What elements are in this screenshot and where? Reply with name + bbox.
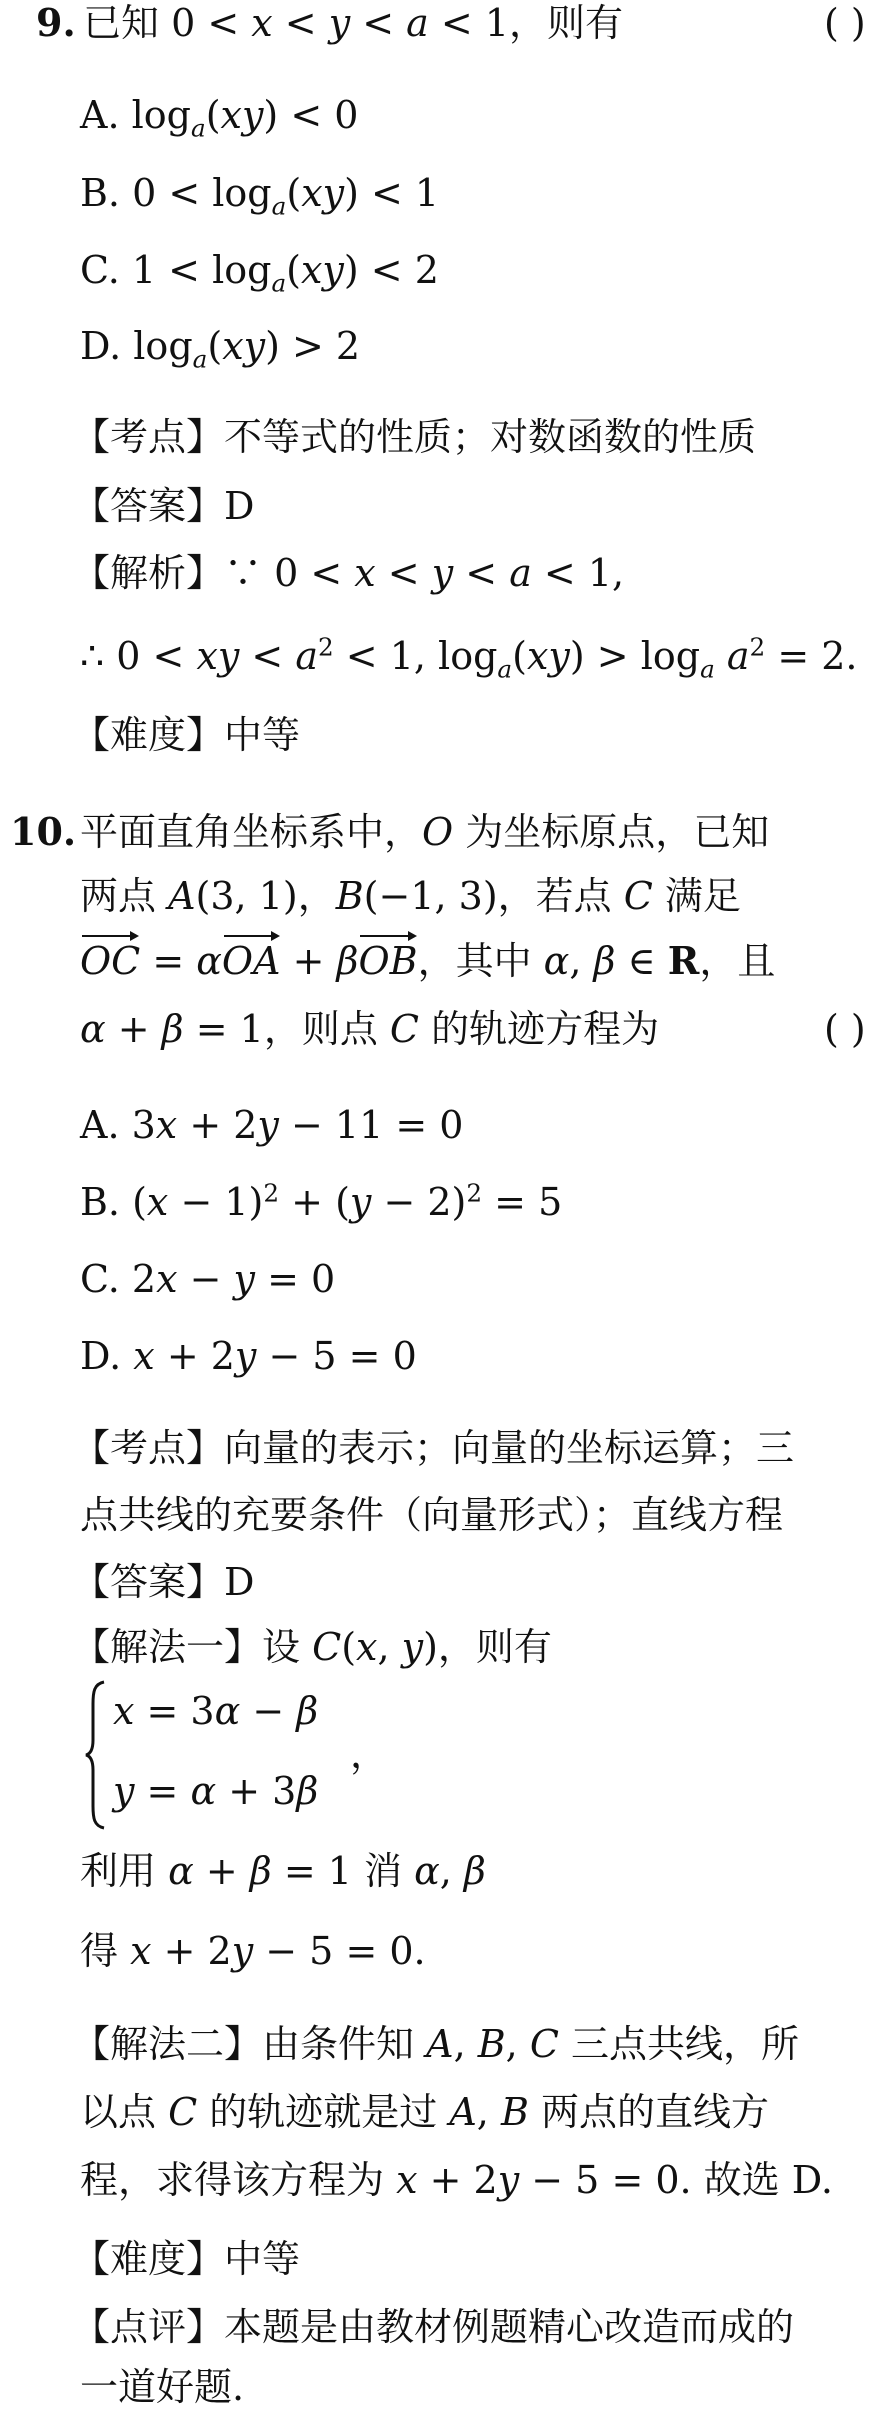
kaodian-text: 向量的表示；向量的坐标运算；三 <box>224 1426 795 1470</box>
question-10-stem-line-3: OC = αOA + βOB，其中 α, β ∈ R，且 <box>80 938 776 983</box>
question-10-stem-line-2: 两点 A(3, 1)，B(−1, 3)，若点 C 满足 <box>80 874 741 918</box>
jiexi-tag: 【解析】 <box>72 551 225 595</box>
question-10-method-2: 【解法二】由条件知 A, B, C 三点共线，所 <box>72 2022 800 2066</box>
difficulty-tag: 【难度】 <box>72 713 225 757</box>
question-9-jiexi-line-2: ∴ 0 < xy < $a^2 < 1$, $\log_a(xy) > \log_a a^2 = 2$. <box>80 632 858 684</box>
question-9-option-a: A. $\log_a(xy) < 0$ <box>80 93 359 143</box>
question-9-difficulty <box>72 713 301 757</box>
question-9-answer-paren: ( ) <box>824 1 866 45</box>
question-9-option-b: B. $0 < \log_a(xy) < 1$ <box>80 171 440 221</box>
comment-text: 本题是由教材例题精心改造而成的 <box>224 2305 795 2349</box>
question-10-kaodian-line-2: 点共线的充要条件（向量形式）；直线方程 <box>80 1493 784 1537</box>
kaodian-text: 不等式的性质；对数函数的性质 <box>224 415 757 459</box>
answer-text: D <box>224 1560 255 1604</box>
method-1-tag: 【解法一】 <box>72 1625 263 1669</box>
question-10-method-1: 【解法一】设 C(x, y)，则有 <box>72 1625 552 1669</box>
question-10-difficulty <box>72 2237 301 2281</box>
system-equation-1: x = 3α − β <box>113 1689 319 1733</box>
answer-tag: 【答案】 <box>72 1560 225 1604</box>
question-10-number: 10. <box>10 809 77 854</box>
left-brace-icon <box>84 1680 108 1830</box>
difficulty-text: 中等 <box>224 713 301 757</box>
question-10-method-1-line-3: 得 x + 2y − 5 = 0. <box>80 1929 426 1973</box>
system-comma: ， <box>350 1732 389 1776</box>
difficulty-tag: 【难度】 <box>72 2237 225 2281</box>
question-9-option-d: D. $\log_a(xy) > 2$ <box>80 324 361 374</box>
question-9-jiexi: 【解析】∵ 0 < x < y < a < 1, <box>72 551 625 595</box>
question-10-method-2-line-3: 程，求得该方程为 x + 2y − 5 = 0. 故选 D. <box>80 2158 833 2202</box>
question-10-option-d: D. x + 2y − 5 = 0 <box>80 1334 417 1378</box>
question-10-method-2-line-2: 以点 C 的轨迹就是过 A, B 两点的直线方 <box>80 2090 769 2134</box>
system-equation-2: y = α + 3β <box>113 1769 319 1813</box>
kaodian-tag: 【考点】 <box>72 415 225 459</box>
question-10-comment <box>72 2305 795 2349</box>
question-10-option-b: B. $(x - 1)^2 + (y - 2)^2 = 5$ <box>80 1178 563 1224</box>
difficulty-text: 中等 <box>224 2237 301 2281</box>
question-9-number: 9. <box>36 0 76 45</box>
question-10-stem-line-4: α + β = 1，则点 C 的轨迹方程为 <box>80 1007 660 1051</box>
question-10-stem-line-1: 平面直角坐标系中，O 为坐标原点，已知 <box>80 810 770 854</box>
question-10-option-c: C. 2x − y = 0 <box>80 1257 336 1301</box>
question-10-kaodian <box>72 1426 795 1470</box>
question-10-method-1-line-2: 利用 α + β = 1 消 α, β <box>80 1849 486 1893</box>
question-9-kaodian <box>72 415 757 459</box>
answer-text: D <box>224 484 255 528</box>
question-9-option-c: C. $1 < \log_a(xy) < 2$ <box>80 248 439 298</box>
answer-tag: 【答案】 <box>72 484 225 528</box>
kaodian-tag: 【考点】 <box>72 1426 225 1470</box>
question-9-answer <box>72 484 255 528</box>
question-10-answer-paren: ( ) <box>824 1007 866 1051</box>
question-9-stem: 已知 0 < x < y < a < 1，则有 <box>83 1 624 45</box>
question-10-option-a: A. 3x + 2y − 11 = 0 <box>80 1103 464 1147</box>
question-10-answer <box>72 1560 255 1604</box>
method-2-tag: 【解法二】 <box>72 2022 263 2066</box>
comment-tag: 【点评】 <box>72 2305 225 2349</box>
question-10-comment-line-2: 一道好题. <box>80 2365 245 2409</box>
